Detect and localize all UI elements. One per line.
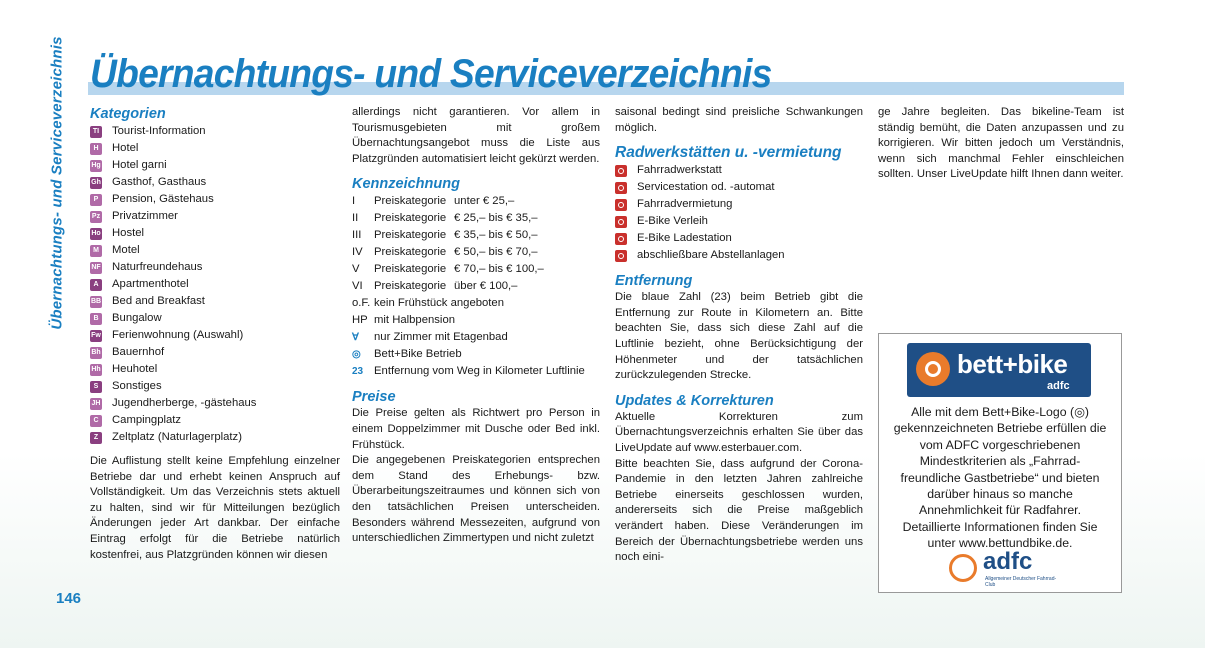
bettbike-ring-icon [916,352,950,386]
service-item [615,179,863,196]
price-category: Preiskategorie [374,195,447,208]
page-number: 146 [56,590,82,607]
side-title: Übernachtungs- und Serviceverzeichnis [48,36,66,330]
price-range: € 25,– bis € 35,– [454,212,538,225]
category-badge-icon: Bh [90,347,102,359]
category-item [90,242,340,259]
price-category-list [352,193,600,295]
service-label: E-Bike Ladestation [637,231,732,244]
preise-text-1: Die Preise gelten als Richtwert pro Person in einem Doppelzimmer mit Dusche oder Bed inkl. Frühstück. [352,407,600,451]
category-label: Bed and Breakfast [112,294,205,307]
category-label: Heuhotel [112,362,158,375]
bettbike-logo [907,343,1091,397]
price-roman: VI [352,280,363,293]
category-badge-icon: NF [90,262,102,274]
bettbike-box [878,333,1122,593]
price-row [352,227,600,244]
category-item [90,344,340,361]
service-label: Servicestation od. -automat [637,180,775,193]
symbol-key: o.F. [352,297,371,310]
symbol-row [352,329,600,346]
bettbike-text: Alle mit dem Bett+Bike-Logo (◎) gekennzeichneten Betriebe erfüllen die vom ADFC vorgeschriebenen Mindestkriterien als „Fahrrad-freundliche Gastbetriebe“ und bieten darüber hinaus so manche Annehmlichkeit für Radfahrer. Detaillierte Informationen finden Sie unter www.bettundbike.de. [893,405,1107,551]
category-badge-icon: M [90,245,102,257]
service-item [615,213,863,230]
continued-text: ge Jahre begleiten. Das bikeline-Team ist ständig bemüht, die Daten anzupassen und zu korrigieren. Wir bitten jedoch um Verständnis, wenn sich manchmal Fehler einschleichen sollten. Unser LiveUpdate hilft Ihnen dann weiter. [878,106,1124,181]
category-list [90,123,340,446]
adfc-logo-text: adfc [983,548,1033,575]
category-item [90,327,340,344]
category-label: Campingplatz [112,413,182,426]
adfc-ring-icon [949,554,977,582]
bettbike-logo-sub: adfc [1047,380,1070,392]
category-badge-icon: Ho [90,228,102,240]
category-badge-icon: Gh [90,177,102,189]
price-range: € 50,– bis € 70,– [454,246,538,259]
category-item [90,378,340,395]
price-roman: I [352,195,356,208]
category-item [90,174,340,191]
category-item [90,157,340,174]
category-item [90,429,340,446]
symbol-key: ◎ [352,349,361,361]
service-icon [615,165,627,177]
price-category: Preiskategorie [374,212,447,225]
price-roman: III [352,229,362,242]
price-roman: V [352,263,360,276]
price-row [352,210,600,227]
service-label: abschließbare Abstellanlagen [637,248,785,261]
radwerkstaetten-heading: Radwerkstätten u. -vermietung [615,144,842,162]
category-badge-icon: JH [90,398,102,410]
symbol-label: nur Zimmer mit Etagenbad [374,331,508,344]
symbol-key: Ɐ [352,332,359,344]
service-icon [615,182,627,194]
symbol-label: Entfernung vom Weg in Kilometer Luftlinie [374,365,585,378]
category-badge-icon: Hh [90,364,102,376]
symbol-row [352,295,600,312]
category-label: Gasthof, Gasthaus [112,175,207,188]
service-list [615,162,863,264]
price-category: Preiskategorie [374,229,447,242]
updates-heading: Updates & Korrekturen [615,392,774,409]
category-badge-icon: BB [90,296,102,308]
category-item [90,259,340,276]
category-badge-icon: P [90,194,102,206]
category-item [90,123,340,140]
price-row [352,244,600,261]
category-badge-icon: B [90,313,102,325]
service-icon [615,216,627,228]
disclaimer-text: Die Auflistung stellt keine Empfehlung einzelner Betriebe dar und erhebt keinen Anspruch auf Vollständigkeit. Um das Verzeichnis stets aktuell zu halten, sind wir für Mitteilungen bezüglich Änderungen jeder Art dankbar. Der einfache Eintrag erfolgt für die Betriebe natürlich kostenfrei, aus Platzgründen können wir diesen [90,455,340,561]
page-title: Übernachtungs- und Serviceverzeichnis [90,52,772,96]
category-label: Motel [112,243,140,256]
category-label: Sonstiges [112,379,162,392]
column-continued [878,105,1124,183]
column-radwerkstaetten [615,105,863,566]
symbol-key: HP [352,314,368,327]
service-icon [615,199,627,211]
category-label: Hotel [112,141,139,154]
price-range: € 70,– bis € 100,– [454,263,544,276]
category-item [90,191,340,208]
column-kategorien [90,105,340,563]
category-item [90,412,340,429]
category-label: Apartmenthotel [112,277,189,290]
entfernung-heading: Entfernung [615,273,693,290]
price-category: Preiskategorie [374,246,447,259]
service-item [615,162,863,179]
service-label: Fahrradwerkstatt [637,163,722,176]
symbol-key: 23 [352,366,364,378]
category-item [90,208,340,225]
kategorien-heading: Kategorien [90,106,166,122]
symbol-row [352,363,600,380]
category-label: Zeltplatz (Naturlagerplatz) [112,430,242,443]
category-badge-icon: Hg [90,160,102,172]
category-badge-icon: Z [90,432,102,444]
service-icon [615,233,627,245]
symbol-label: mit Halbpension [374,314,456,327]
category-badge-icon: Fw [90,330,102,342]
category-badge-icon: S [90,381,102,393]
category-badge-icon: C [90,415,102,427]
service-item [615,230,863,247]
category-item [90,293,340,310]
category-label: Pension, Gästehaus [112,192,214,205]
symbol-list [352,295,600,380]
category-badge-icon: H [90,143,102,155]
price-range: unter € 25,– [454,195,515,208]
kennzeichnung-heading: Kennzeichnung [352,176,460,193]
symbol-row [352,312,600,329]
category-label: Bungalow [112,311,162,324]
price-range: über € 100,– [454,280,518,293]
price-category: Preiskategorie [374,280,447,293]
bettbike-logo-text: bett+bike [957,349,1068,379]
intro-text: allerdings nicht garantieren. Vor allem in Tourismusgebieten mit großem Übernachtungsangebot muss die Liste aus Platzgründen automatisiert leicht gekürzt werden. [352,106,600,165]
price-roman: IV [352,246,363,259]
category-label: Bauernhof [112,345,165,358]
price-row [352,261,600,278]
seasonal-text: saisonal bedingt sind preisliche Schwankungen möglich. [615,106,863,134]
category-item [90,225,340,242]
price-row [352,193,600,210]
price-roman: II [352,212,359,225]
service-label: Fahrradvermietung [637,197,733,210]
service-label: E-Bike Verleih [637,214,708,227]
preise-text-2: Die angegebenen Preiskategorien entsprechen dem Stand des Erhebungs- bzw. Überarbeitungszeitraumes und können sich von den tatsächlichen Preisen unterscheiden. Besonders während Messezeiten, aufgrund von unterschiedlichen Zimmertypen und nicht zuletzt [352,454,600,545]
service-item [615,247,863,264]
adfc-logo-sub: Allgemeiner Deutscher Fahrrad-Club [985,576,1057,588]
column-kennzeichnung [352,105,600,547]
category-item [90,310,340,327]
price-category: Preiskategorie [374,263,447,276]
category-item [90,276,340,293]
adfc-logo [949,548,1059,588]
category-badge-icon: A [90,279,102,291]
service-item [615,196,863,213]
price-range: € 35,– bis € 50,– [454,229,538,242]
service-icon [615,250,627,262]
category-badge-icon: Pz [90,211,102,223]
updates-text-2: Bitte beachten Sie, dass aufgrund der Corona-Pandemie in den letzten Jahren zahlreiche Betriebe einerseits geschlossen wurden, andererseits sich die Preise maßgeblich verändert haben. Diese Veränderungen im Bereich der Übernachtungsbetriebe werden uns noch eini- [615,457,863,564]
updates-text-1: Aktuelle Korrekturen zum Übernachtungsverzeichnis erhalten Sie über das LiveUpdate auf www.esterbauer.com. [615,410,863,454]
price-row [352,278,600,295]
category-label: Privatzimmer [112,209,178,222]
category-item [90,140,340,157]
symbol-label: Bett+Bike Betrieb [374,348,462,361]
preise-heading: Preise [352,389,396,406]
category-label: Hostel [112,226,145,239]
category-label: Tourist-Information [112,124,206,137]
category-label: Jugendherberge, -gästehaus [112,396,257,409]
category-label: Ferienwohnung (Auswahl) [112,328,244,341]
category-label: Naturfreundehaus [112,260,203,273]
category-label: Hotel garni [112,158,167,171]
symbol-label: kein Frühstück angeboten [374,297,504,310]
category-item [90,395,340,412]
category-item [90,361,340,378]
entfernung-text: Die blaue Zahl (23) beim Betrieb gibt die Entfernung zur Route in Kilometern an. Bitte beachten Sie, dass sich diese Zahl auf die Luftlinie bezieht, ohne Berücksichtigung der Höhenmeter und der tatsächlichen zurückzulegenden Strecke. [615,291,863,382]
category-badge-icon: TI [90,126,102,138]
symbol-row [352,346,600,363]
